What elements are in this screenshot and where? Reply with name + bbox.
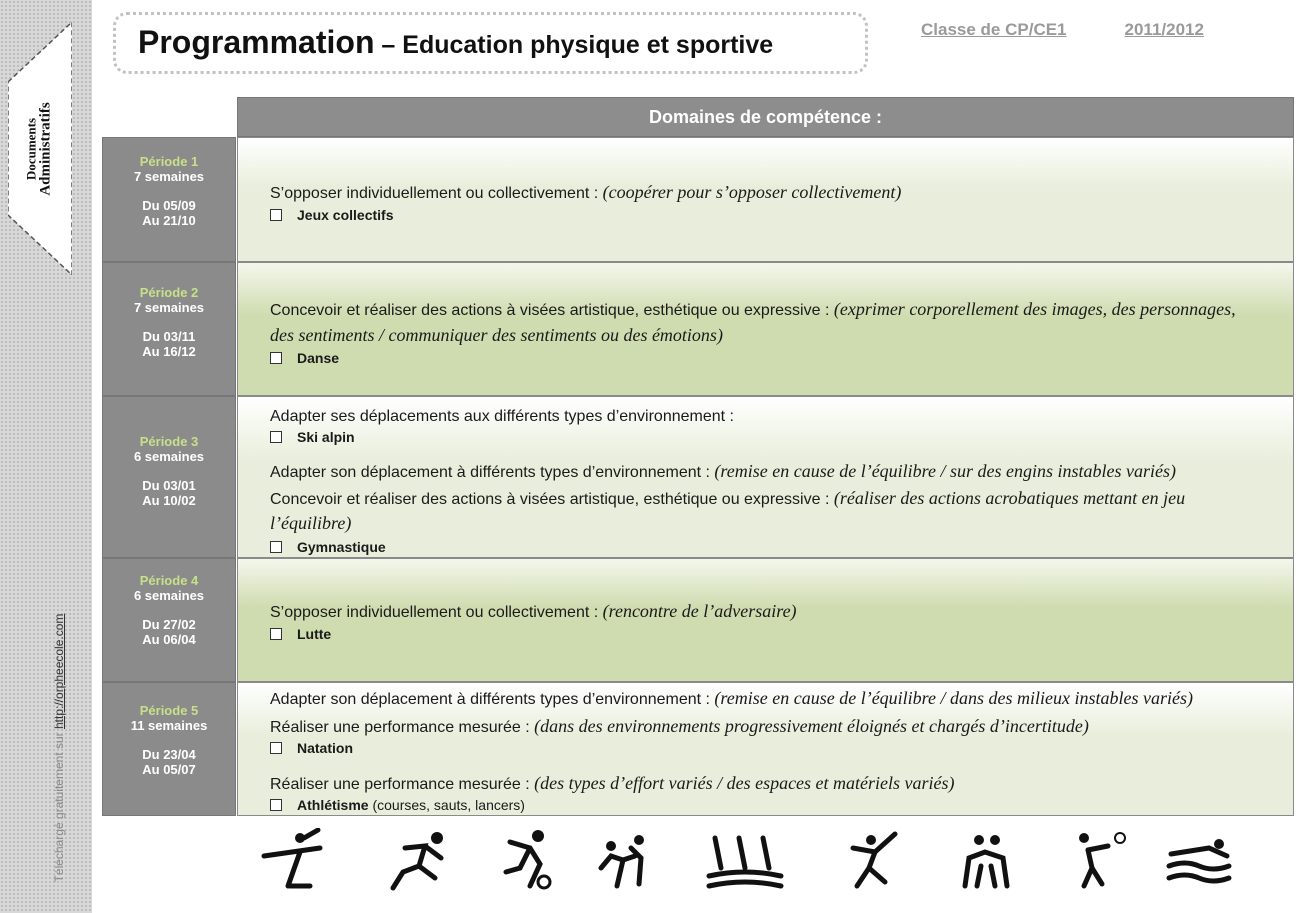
football-icon xyxy=(500,828,560,892)
rowing-icon xyxy=(705,828,785,892)
class-name: Classe de CP/CE1 xyxy=(921,20,1067,39)
download-credit: Téléchargé gratuitement sur http://orpheecole.com xyxy=(52,613,66,883)
page-title: Programmation – Education physique et sportive xyxy=(138,24,774,60)
competence-line: Concevoir et réaliser des actions à visées artistique, esthétique ou expressive : (exprimer corporellement des images, des personnages, xyxy=(270,299,1236,319)
period-content xyxy=(237,262,1294,396)
documents-tab[interactable] xyxy=(8,22,72,275)
competence-line: des sentiments / communiquer des sentiments ou des émotions) xyxy=(270,325,723,345)
activity-item: Athlétisme (courses, sauts, lancers) xyxy=(270,797,525,813)
competence-line: S’opposer individuellement ou collectivement : (coopérer pour s’opposer collectivement) xyxy=(270,182,902,202)
school-year: 2011/2012 xyxy=(1124,20,1204,39)
competence-line: Adapter son déplacement à différents types d’environnement : (remise en cause de l’équilibre / dans des milieux instables variés) xyxy=(270,688,1193,708)
gymnastics-icon xyxy=(260,828,330,892)
checkbox-icon[interactable] xyxy=(270,628,282,640)
running-icon xyxy=(385,828,455,892)
handball-icon xyxy=(1068,828,1132,892)
checkbox-icon[interactable] xyxy=(270,541,282,553)
swimming-icon xyxy=(1165,828,1235,892)
competence-line: Adapter ses déplacements aux différents types d’environnement : xyxy=(270,408,734,425)
activity-item: Danse xyxy=(270,350,339,366)
rhythmic-gymnastics-icon xyxy=(845,828,905,892)
period-cell: Période 5 11 semaines Du 23/04 Au 05/07 xyxy=(102,682,236,816)
activity-item: Natation xyxy=(270,740,353,756)
activity-item: Jeux collectifs xyxy=(270,207,394,223)
activity-item: Ski alpin xyxy=(270,429,355,445)
table-header: Domaines de compétence : xyxy=(237,97,1294,137)
competence-line: S’opposer individuellement ou collectivement : (rencontre de l’adversaire) xyxy=(270,601,797,621)
period-cell: Période 1 7 semaines Du 05/09 Au 21/10 xyxy=(102,137,236,262)
period-content xyxy=(237,137,1294,262)
period-content xyxy=(237,682,1294,816)
checkbox-icon[interactable] xyxy=(270,742,282,754)
wrestling-icon xyxy=(955,828,1019,892)
checkbox-icon[interactable] xyxy=(270,431,282,443)
credit-link[interactable]: http://orpheecole.com xyxy=(52,613,66,729)
competence-line: Réaliser une performance mesurée : (des types d’effort variés / des espaces et matériels variés) xyxy=(270,773,955,793)
checkbox-icon[interactable] xyxy=(270,352,282,364)
page-subtitle: – Education physique et sportive xyxy=(374,31,774,59)
documents-tab-label: Documents Administratifs xyxy=(23,102,54,196)
period-cell: Période 2 7 semaines Du 03/11 Au 16/12 xyxy=(102,262,236,396)
period-content xyxy=(237,396,1294,558)
activity-item: Lutte xyxy=(270,626,331,642)
period-cell: Période 3 6 semaines Du 03/01 Au 10/02 xyxy=(102,396,236,558)
sidebar xyxy=(0,0,92,913)
judo-icon xyxy=(595,828,659,892)
activity-item: Gymnastique xyxy=(270,539,386,555)
checkbox-icon[interactable] xyxy=(270,799,282,811)
competence-line: l’équilibre) xyxy=(270,513,352,533)
checkbox-icon[interactable] xyxy=(270,209,282,221)
period-cell: Période 4 6 semaines Du 27/02 Au 06/04 xyxy=(102,558,236,682)
competence-line: Réaliser une performance mesurée : (dans des environnements progressivement éloignés et chargés d’incertitude) xyxy=(270,716,1089,736)
period-content xyxy=(237,558,1294,682)
class-info xyxy=(921,20,1204,40)
competence-line: Adapter son déplacement à différents types d’environnement : (remise en cause de l’équilibre / sur des engins instables variés) xyxy=(270,461,1176,481)
sport-icons-row xyxy=(250,828,1240,898)
competence-line: Concevoir et réaliser des actions à visées artistique, esthétique ou expressive : (réaliser des actions acrobatiques mettant en jeu xyxy=(270,488,1186,508)
title-box xyxy=(113,12,868,74)
